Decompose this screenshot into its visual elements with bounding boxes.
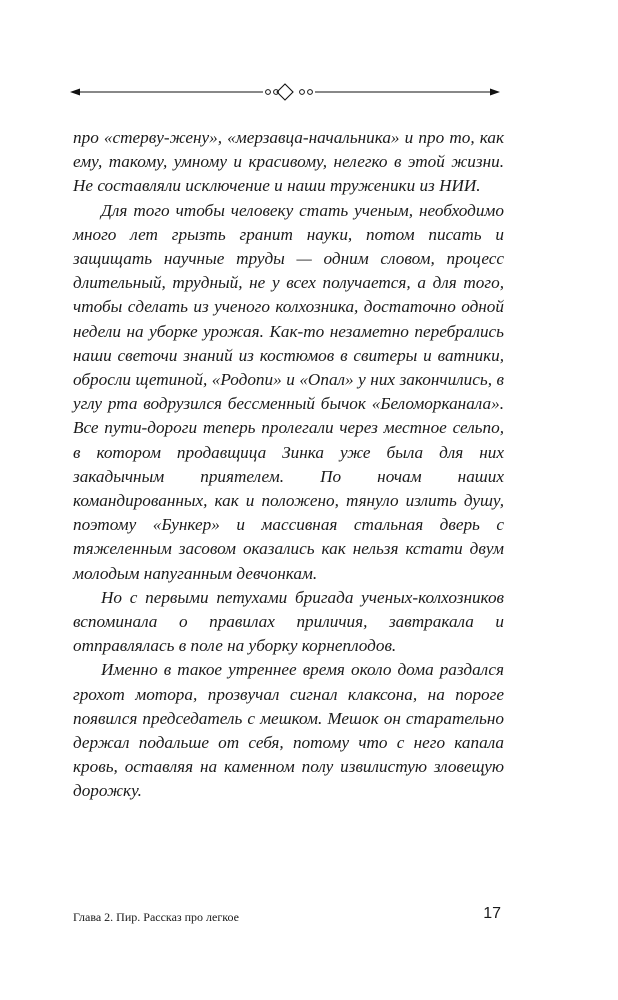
paragraph-1: про «стерву-жену», «мерзавца-начальника» и про то, как ему, такому, умному и красивому, нелегко в этой жизни. Не составляли исключение и наши труженики из НИИ. [73,128,504,196]
running-footer-chapter: Глава 2. Пир. Рассказ про легкое [73,910,239,924]
right-dot-outer [308,90,313,95]
left-dot-outer [266,90,271,95]
body-text [73,126,504,804]
page-number: 17 [483,905,501,922]
right-dot-inner [300,90,305,95]
right-arrowhead [490,89,500,96]
paragraph-3: Но с первыми петухами бригада ученых-колхозников вспоминала о правилах приличия, завтракала и отправлялась в поле на уборку корнеплодов. [73,587,504,656]
ornament-divider [70,82,500,102]
center-diamond [277,84,293,100]
paragraph-2: Для того чтобы человеку стать ученым, необходимо много лет грызть гранит науки, потом писать и защищать научные труды — одним словом, процесс длительный, трудный, не у всех получается, а для того, чтобы сделать из ученого колхозника, достаточно одной недели на уборке урожая. Как-то незаметно перебрались наши светочи знаний из костюмов в свитеры и ватники, обросли щетиной, «Родопи» и «Опал» у них закончились, в углу рта водрузился бессменный бычок «Беломорканала». Все пути-дороги теперь пролегали через местное сельпо, в котором продавщица Зинка уже была для них закадычным приятелем. По ночам наших командированных, как и положено, тянуло излить душу, поэтому «Бункер» и массивная стальная дверь с тяжеленным засовом оказались как нельзя кстати двум молодым напуганным девчонкам. [73,200,504,583]
paragraph-4: Именно в такое утреннее время около дома раздался грохот мотора, прозвучал сигнал клаксона, на пороге появился председатель с мешком. Мешок он старательно держал подальше от себя, потому что с него капала кровь, оставляя на каменном полу извилистую зловещую дорожку. [73,660,504,801]
